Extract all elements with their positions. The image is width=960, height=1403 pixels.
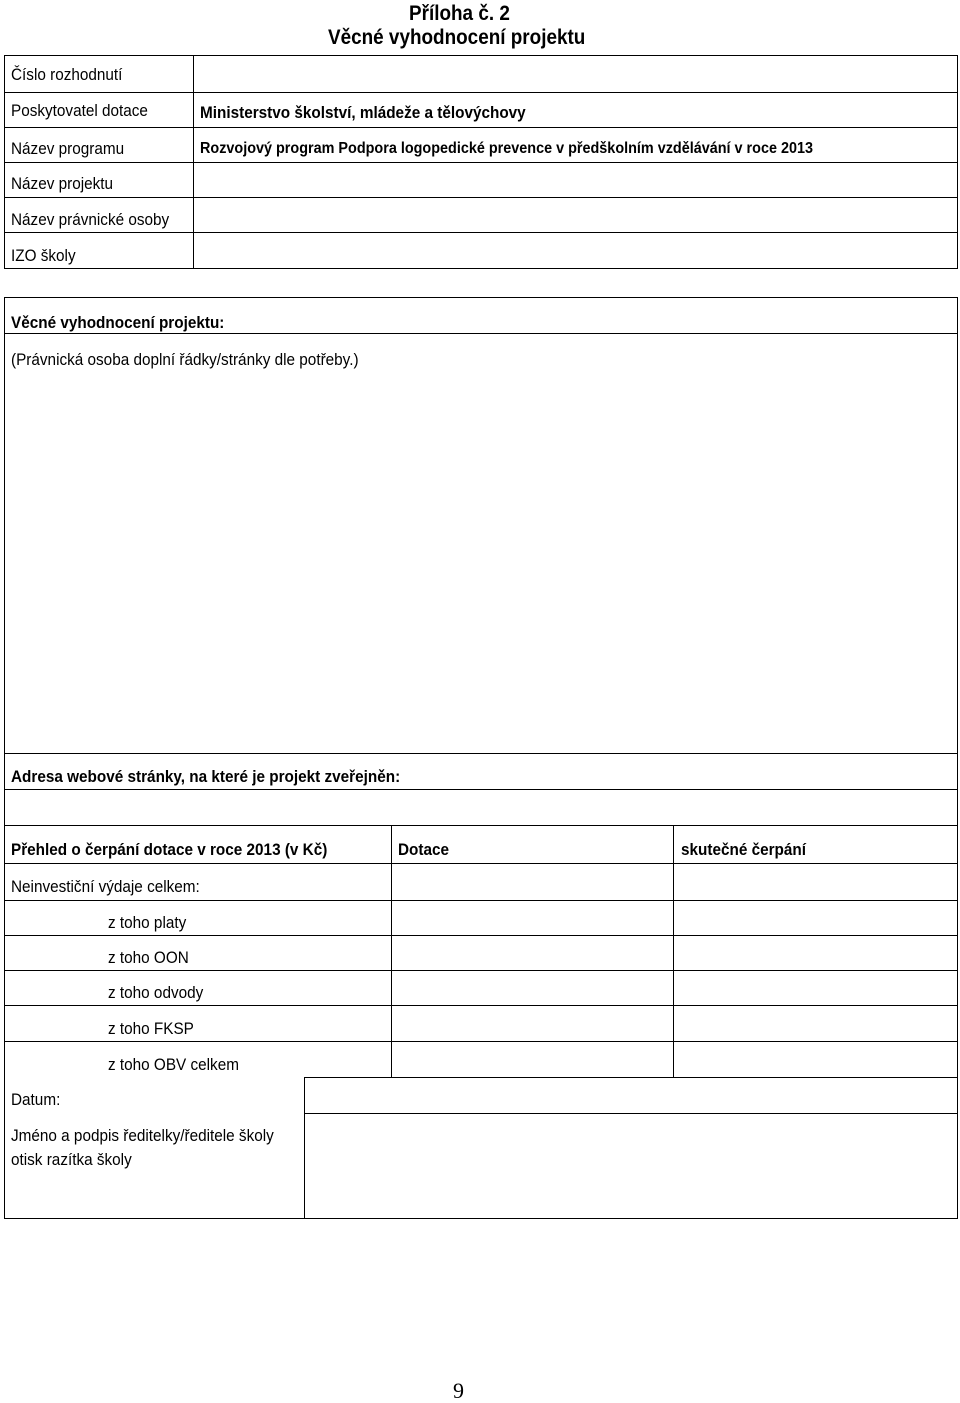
funding-item-label: z toho FKSP xyxy=(108,1019,194,1038)
funding-item-label: z toho OON xyxy=(108,948,189,967)
info-label-school-izo: IZO školy xyxy=(11,246,76,265)
info-value-legal-entity[interactable] xyxy=(195,199,955,231)
funding-total-cerpani[interactable] xyxy=(675,865,955,899)
evaluation-text-area[interactable] xyxy=(6,375,955,751)
funding-total-dotace[interactable] xyxy=(393,865,671,899)
funding-total-label: Neinvestiční výdaje celkem: xyxy=(11,877,200,896)
signature-label-line1: Jméno a podpis ředitelky/ředitele školy xyxy=(11,1126,274,1145)
funding-item-label: z toho OBV celkem xyxy=(108,1055,239,1074)
info-value-provider: Ministerstvo školství, mládeže a tělovýchovy xyxy=(200,103,526,122)
funding-heading: Přehled o čerpání dotace v roce 2013 (v Kč) xyxy=(11,840,328,859)
info-value-project-name[interactable] xyxy=(195,164,955,196)
signature-field[interactable] xyxy=(306,1115,955,1216)
info-value-decision-number[interactable] xyxy=(195,57,955,91)
funding-col-cerpani: skutečné čerpání xyxy=(681,840,807,859)
website-heading: Adresa webové stránky, na které je projekt zveřejněn: xyxy=(11,767,401,786)
date-label: Datum: xyxy=(11,1090,61,1109)
info-label-provider: Poskytovatel dotace xyxy=(11,101,148,120)
funding-col-dotace: Dotace xyxy=(398,840,450,859)
page-number: 9 xyxy=(453,1378,464,1403)
evaluation-heading: Věcné vyhodnocení projektu: xyxy=(11,313,225,332)
page-title: Věcné vyhodnocení projektu xyxy=(328,26,586,49)
info-label-decision-number: Číslo rozhodnutí xyxy=(11,65,123,84)
info-value-school-izo[interactable] xyxy=(195,234,955,267)
info-label-project-name: Název projektu xyxy=(11,174,114,193)
funding-item-label: z toho platy xyxy=(108,913,187,932)
info-label-program: Název programu xyxy=(11,139,125,158)
info-label-legal-entity: Název právnické osoby xyxy=(11,210,170,229)
date-field[interactable] xyxy=(306,1079,955,1112)
evaluation-note: (Právnická osoba doplní řádky/stránky dle potřeby.) xyxy=(11,350,359,369)
attachment-label: Příloha č. 2 xyxy=(409,2,510,25)
website-url-field[interactable] xyxy=(6,791,955,823)
info-value-program: Rozvojový program Podpora logopedické prevence v předškolním vzdělávání v roce 2013 xyxy=(200,140,814,157)
signature-label-line2: otisk razítka školy xyxy=(11,1150,132,1169)
funding-item-label: z toho odvody xyxy=(108,983,204,1002)
